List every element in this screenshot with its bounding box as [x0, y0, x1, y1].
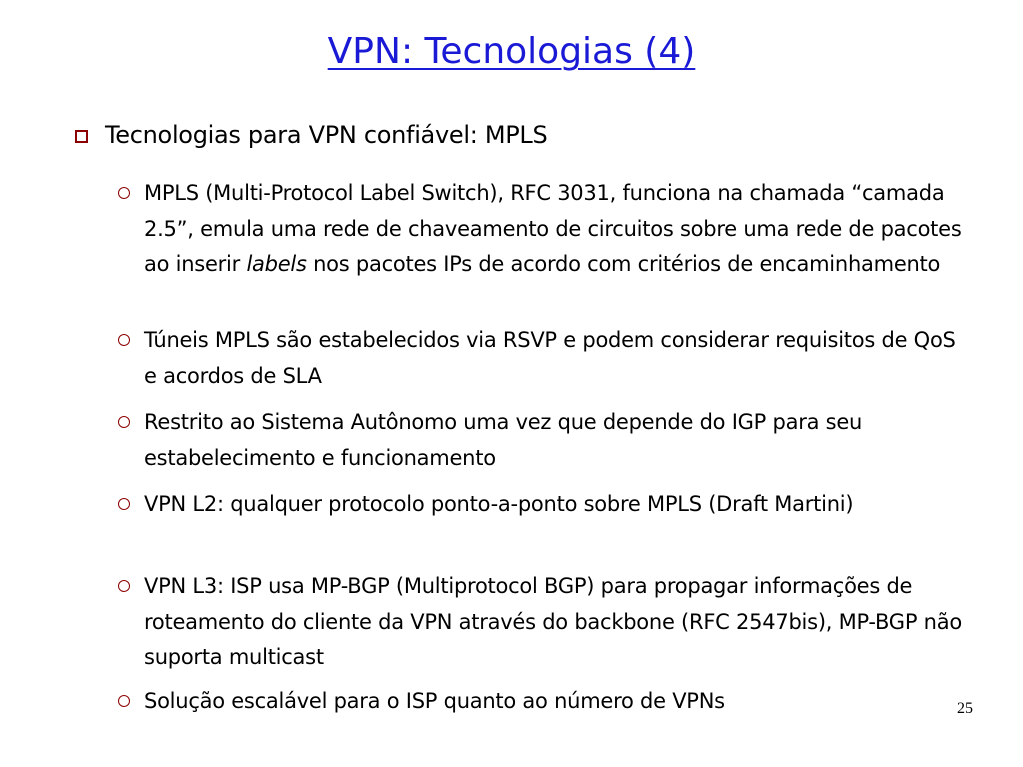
circle-bullet-icon	[118, 695, 130, 707]
sub-bullet-text: VPN L3: ISP usa MP-BGP (Multiprotocol BGP) para propagar informações de roteamento do cliente da VPN através do backbone (RFC 2547bis), MP-BGP não suporta multicast	[144, 574, 962, 669]
sub-bullet-restrito	[118, 405, 963, 476]
page-number: 25	[957, 700, 973, 717]
sub-bullet-solucao	[118, 684, 963, 720]
square-bullet-icon	[75, 130, 88, 143]
sub-bullet-text: Túneis MPLS são estabelecidos via RSVP e podem considerar requisitos de QoS e acordos de SLA	[144, 328, 956, 388]
circle-bullet-icon	[118, 580, 130, 592]
sub-bullet-vpn-l3	[118, 569, 963, 676]
sub-bullet-vpn-l2	[118, 487, 963, 523]
slide-title: VPN: Tecnologias (4)	[327, 31, 696, 72]
circle-bullet-icon	[118, 498, 130, 510]
sub-bullet-text: Restrito ao Sistema Autônomo uma vez que depende do IGP para seu estabelecimento e funcionamento	[144, 410, 863, 470]
circle-bullet-icon	[118, 416, 130, 428]
sub-bullet-text: Solução escalável para o ISP quanto ao número de VPNs	[144, 689, 725, 713]
circle-bullet-icon	[118, 187, 130, 199]
sub-bullet-mpls	[118, 176, 963, 283]
sub-bullet-text: VPN L2: qualquer protocolo ponto-a-ponto sobre MPLS (Draft Martini)	[144, 492, 854, 516]
sub-bullet-text: MPLS (Multi-Protocol Label Switch), RFC 3031, funciona na chamada “camada 2.5”, emula uma rede de chaveamento de circuitos sobre uma rede de pacotes ao inserir labels nos pacotes IPs de acordo com critérios de encaminhamento	[144, 181, 962, 276]
heading-bullet-text: Tecnologias para VPN confiável: MPLS	[105, 121, 548, 149]
circle-bullet-icon	[118, 334, 130, 346]
sub-bullet-tuneis	[118, 323, 963, 394]
heading-bullet	[75, 118, 547, 152]
